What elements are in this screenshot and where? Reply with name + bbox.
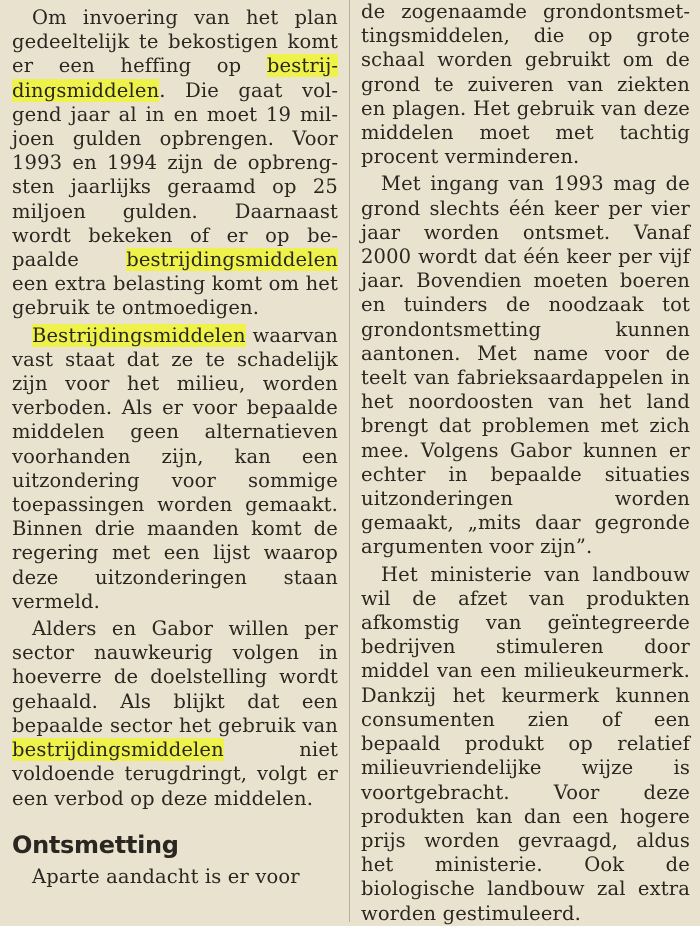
text-segment: . Die gaat volgend jaar al in en moet 19 miljoen gulden opbrengen. Voor 1993 en 1994 zijn de opbrengsten jaarlijks geraamd op 25 miljoen gulden. Daarnaast wordt bekeken of er op bepaalde [12,78,338,272]
right-paragraph-1: de zogenaamde grondontsmettingsmiddelen, die op grote schaal worden gebruikt om de grond te zuiveren van ziekten en plagen. Het gebruik van deze middelen moet met tachtig procent verminderen. [361,0,690,169]
left-paragraph-4 [12,865,338,889]
left-paragraph-2 [12,324,338,614]
text-segment: Aparte aandacht is er voor [32,864,300,888]
right-paragraph-3: Het ministerie van landbouw wil de afzet van produkten afkomstig van geïntegreerde bedrijven stimuleren door middel van een milieukeurmerk. Dankzij het keurmerk kunnen consumenten zien of een bepaald produkt op relatief milieuvriendelijke wijze is voortgebracht. Voor deze produkten kan dan een hogere prijs worden gevraagd, aldus het ministerie. Ook de biologische landbouw zal extra worden gestimuleerd. [361,562,690,925]
highlighted-term: bestrijdingsmiddelen [12,54,338,102]
left-paragraph-1 [12,6,338,321]
text-segment: niet voldoende terugdringt, volgt er een verbod op deze middelen. [12,738,338,810]
right-paragraph-2: Met ingang van 1993 mag de grond slechts één keer per vier jaar worden ontsmet. Vanaf 2000 wordt dat één keer per vijf jaar. Bovendien moeten boeren en tuinders de noodzaak tot grondontsmetting kunnen aantonen. Met name voor de teelt van fabrieksaardappelen in het noordoosten van het land brengt dat problemen met zich mee. Volgens Gabor kunnen er echter in bepaalde situaties uitzonderingen worden gemaakt, „mits daar gegronde argumenten voor zijn”. [361,172,690,559]
text-segment: waarvan vast staat dat ze te schadelijk zijn voor het milieu, worden verboden. Als er voor bepaalde middelen geen alternatieven voorhanden zijn, kan een uitzondering voor sommige toepassingen worden gemaakt. Binnen drie maanden komt de regering met een lijst waarop deze uitzonderingen staan vermeld. [12,323,338,613]
section-heading: Ontsmetting [12,830,179,859]
text-segment: een extra belasting komt om het gebruik te ontmoedigen. [12,272,338,320]
left-column [12,0,338,889]
left-paragraph-3 [12,617,338,811]
column-divider [349,0,350,922]
highlighted-term: Bestrijdingsmiddelen [32,323,246,347]
highlighted-term: bestrijdingsmiddelen [12,738,224,762]
text-segment: Alders en Gabor willen per sector nauwkeurig volgen in hoeverre de doelstelling wordt gehaald. Als blijkt dat een bepaalde sector het gebruik van [12,617,338,737]
text-segment: Om invoering van het plan gedeeltelijk te bekostigen komt er een heffing op [12,6,338,78]
right-column [361,0,690,926]
highlighted-term: bestrijdingsmiddelen [126,248,338,272]
